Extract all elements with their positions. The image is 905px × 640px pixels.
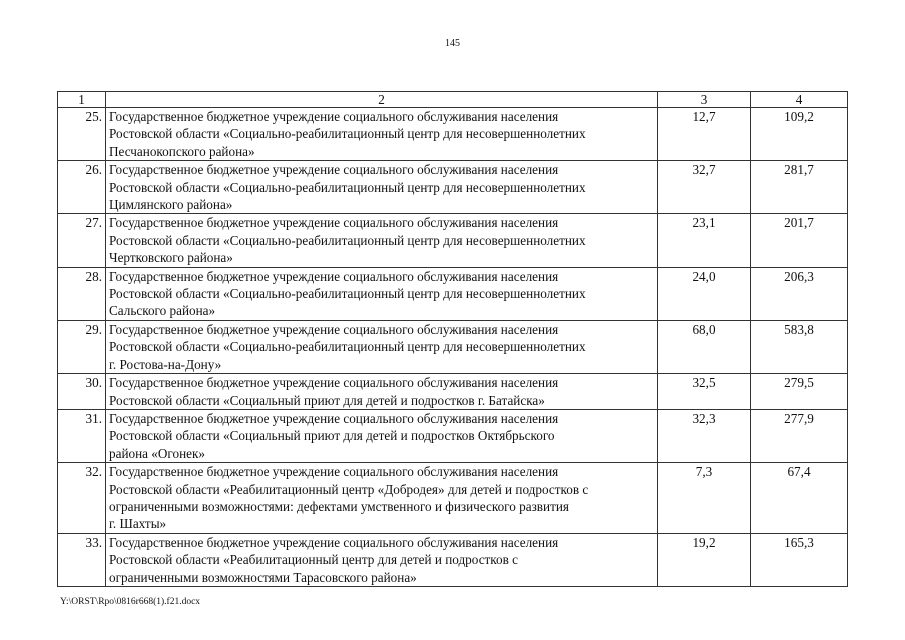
institution-name: Государственное бюджетное учреждение социального обслуживания населения Ростовской области «Реабилитационный центр для детей и подростков с ограниченными возможностями Тарасовского района» bbox=[106, 533, 658, 586]
institution-name: Государственное бюджетное учреждение социального обслуживания населения Ростовской области «Социально-реабилитационный центр для несовершеннолетних Песчанокопского района» bbox=[106, 108, 658, 161]
institution-name: Государственное бюджетное учреждение социального обслуживания населения Ростовской области «Социальный приют для детей и подростков г. Батайска» bbox=[106, 374, 658, 410]
table-row bbox=[58, 108, 848, 161]
file-path-footer: Y:\ORST\Rpo\0816r668(1).f21.docx bbox=[60, 597, 201, 607]
page-number: 145 bbox=[445, 38, 460, 49]
institution-name: Государственное бюджетное учреждение социального обслуживания населения Ростовской области «Реабилитационный центр «Добродея» для детей и подростков с ограниченными возможностями: дефектами умственного и физического развития г. Шахты» bbox=[106, 463, 658, 534]
table-row bbox=[58, 267, 848, 320]
column-3-value: 68,0 bbox=[658, 320, 751, 373]
column-4-value: 277,9 bbox=[751, 409, 848, 462]
table-header-row bbox=[58, 92, 848, 108]
table-row bbox=[58, 161, 848, 214]
column-3-value: 23,1 bbox=[658, 214, 751, 267]
column-3-value: 32,7 bbox=[658, 161, 751, 214]
institution-name: Государственное бюджетное учреждение социального обслуживания населения Ростовской области «Социально-реабилитационный центр для несовершеннолетних г. Ростова-на-Дону» bbox=[106, 320, 658, 373]
column-header-1: 1 bbox=[58, 92, 106, 108]
row-number: 31. bbox=[58, 409, 106, 462]
table-row bbox=[58, 374, 848, 410]
column-header-4: 4 bbox=[751, 92, 848, 108]
row-number: 33. bbox=[58, 533, 106, 586]
row-number: 28. bbox=[58, 267, 106, 320]
column-3-value: 32,5 bbox=[658, 374, 751, 410]
row-number: 25. bbox=[58, 108, 106, 161]
column-4-value: 67,4 bbox=[751, 463, 848, 534]
institution-name: Государственное бюджетное учреждение социального обслуживания населения Ростовской области «Социально-реабилитационный центр для несовершеннолетних Сальского района» bbox=[106, 267, 658, 320]
column-4-value: 109,2 bbox=[751, 108, 848, 161]
column-3-value: 32,3 bbox=[658, 409, 751, 462]
institution-name: Государственное бюджетное учреждение социального обслуживания населения Ростовской области «Социальный приют для детей и подростков Октябрьского района «Огонек» bbox=[106, 409, 658, 462]
column-4-value: 165,3 bbox=[751, 533, 848, 586]
row-number: 27. bbox=[58, 214, 106, 267]
institution-name: Государственное бюджетное учреждение социального обслуживания населения Ростовской области «Социально-реабилитационный центр для несовершеннолетних Чертковского района» bbox=[106, 214, 658, 267]
column-3-value: 19,2 bbox=[658, 533, 751, 586]
table-row bbox=[58, 463, 848, 534]
column-3-value: 7,3 bbox=[658, 463, 751, 534]
column-4-value: 206,3 bbox=[751, 267, 848, 320]
column-4-value: 279,5 bbox=[751, 374, 848, 410]
column-4-value: 281,7 bbox=[751, 161, 848, 214]
column-header-2: 2 bbox=[106, 92, 658, 108]
row-number: 32. bbox=[58, 463, 106, 534]
column-4-value: 583,8 bbox=[751, 320, 848, 373]
column-header-3: 3 bbox=[658, 92, 751, 108]
row-number: 26. bbox=[58, 161, 106, 214]
data-table bbox=[57, 91, 848, 587]
row-number: 30. bbox=[58, 374, 106, 410]
table-row bbox=[58, 409, 848, 462]
table-row bbox=[58, 214, 848, 267]
table-row bbox=[58, 533, 848, 586]
table-row bbox=[58, 320, 848, 373]
column-3-value: 12,7 bbox=[658, 108, 751, 161]
institution-name: Государственное бюджетное учреждение социального обслуживания населения Ростовской области «Социально-реабилитационный центр для несовершеннолетних Цимлянского района» bbox=[106, 161, 658, 214]
row-number: 29. bbox=[58, 320, 106, 373]
column-4-value: 201,7 bbox=[751, 214, 848, 267]
column-3-value: 24,0 bbox=[658, 267, 751, 320]
